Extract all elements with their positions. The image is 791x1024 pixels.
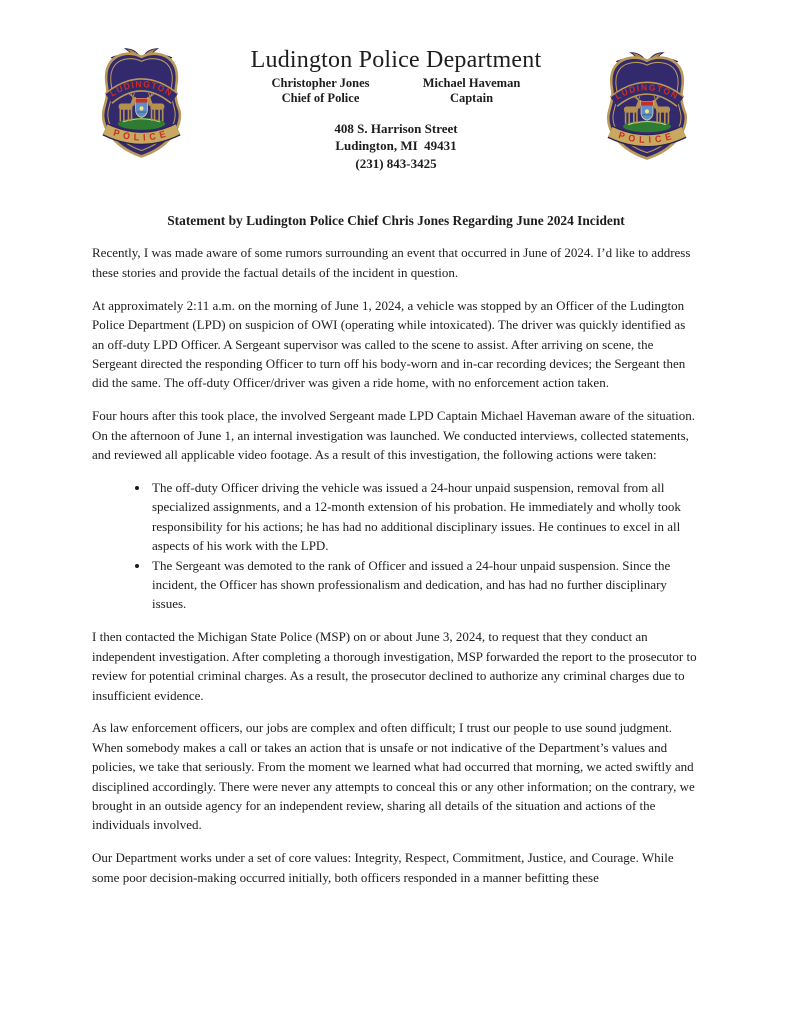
official-captain [396,76,547,106]
department-name: Ludington Police Department [250,47,542,73]
paragraph-core-values: Our Department works under a set of core values: Integrity, Respect, Commitment, Justice, and Courage. While some poor decision-making occurred initially, both officers responded in a manner befitting these [92,850,674,885]
street-address: 408 S. Harrison Street [334,121,458,136]
paragraph-incident: At approximately 2:11 a.m. on the morning of June 1, 2024, a vehicle was stopped by an Officer of the Ludington Police Department (LPD) on suspicion of OWI (operating while intoxicated). The driver was quickly identified as an off-duty LPD Officer. A Sergeant supervisor was called to the scene to assist. After arriving on scene, the Sergeant directed the responding Officer to turn off his body-worn and in-car recording devices; the Sergeant then did the same. The off-duty Officer/driver was given a ride home, with no enforcement action taken. [92,297,686,391]
actions-list [92,478,700,614]
statement-body [92,243,700,887]
official-chief [245,76,396,106]
list-item: • The Sergeant was demoted to the rank of Officer and issued a 24-hour unpaid suspension. Since the incident, the Officer has shown professionalism and dedication, and has had no further disciplinary issues. [150,556,700,614]
captain-name: Michael Haveman [422,76,521,90]
police-badge-right-icon [600,50,694,162]
city-state-zip: Ludington, MI 49431 [335,138,457,154]
paragraph-investigation: Four hours after this took place, the involved Sergeant made LPD Captain Michael Haveman aware of the situation. On the afternoon of June 1, an internal investigation was launched. We conducted interviews, collected statements, and reviewed all applicable video footage. As a result of this investigation, the following actions were taken: [92,408,696,463]
paragraph-msp: I then contacted the Michigan State Police (MSP) on or about June 3, 2024, to request that they conduct an independent investigation. After completing a thorough investigation, MSP forwarded the report to the prosecutor to review for potential criminal charges. As a result, the prosecutor declined to authorize any criminal charges due to insufficient evidence. [92,629,697,703]
captain-title: Captain [449,91,494,105]
chief-name: Christopher Jones [271,76,370,90]
list-item: • The off-duty Officer driving the vehicle was issued a 24-hour unpaid suspension, removal from all specialized assignments, and a 12-month extension of his probation. He immediately and wholly took responsibility for his actions; he has had no additional disciplinary issues. He continues to excel in all aspects of his work with the LPD. [150,478,700,556]
police-badge-left-icon [95,46,188,160]
chief-title: Chief of Police [281,91,360,105]
paragraph-values: As law enforcement officers, our jobs are complex and often difficult; I trust our people to use sound judgment. When somebody makes a call or takes an action that is unsafe or not indicative of the Department’s values and policies, we take that seriously. From the moment we learned what had occurred that morning, we acted swiftly and disciplined accordingly. There were never any attempts to conceal this or any other information; on the contrary, we brought in an outside agency for an independent review, sharing all details of the situation and actions of the individuals involved. [92,720,695,833]
paragraph-intro: Recently, I was made aware of some rumors surrounding an event that occurred in June of 2024. I’d like to address these stories and provide the factual details of the incident in question. [92,245,691,280]
statement-title: Statement by Ludington Police Chief Chris Jones Regarding June 2024 Incident [167,212,625,228]
phone-number: (231) 843-3425 [355,155,437,171]
statement-section [92,211,700,887]
